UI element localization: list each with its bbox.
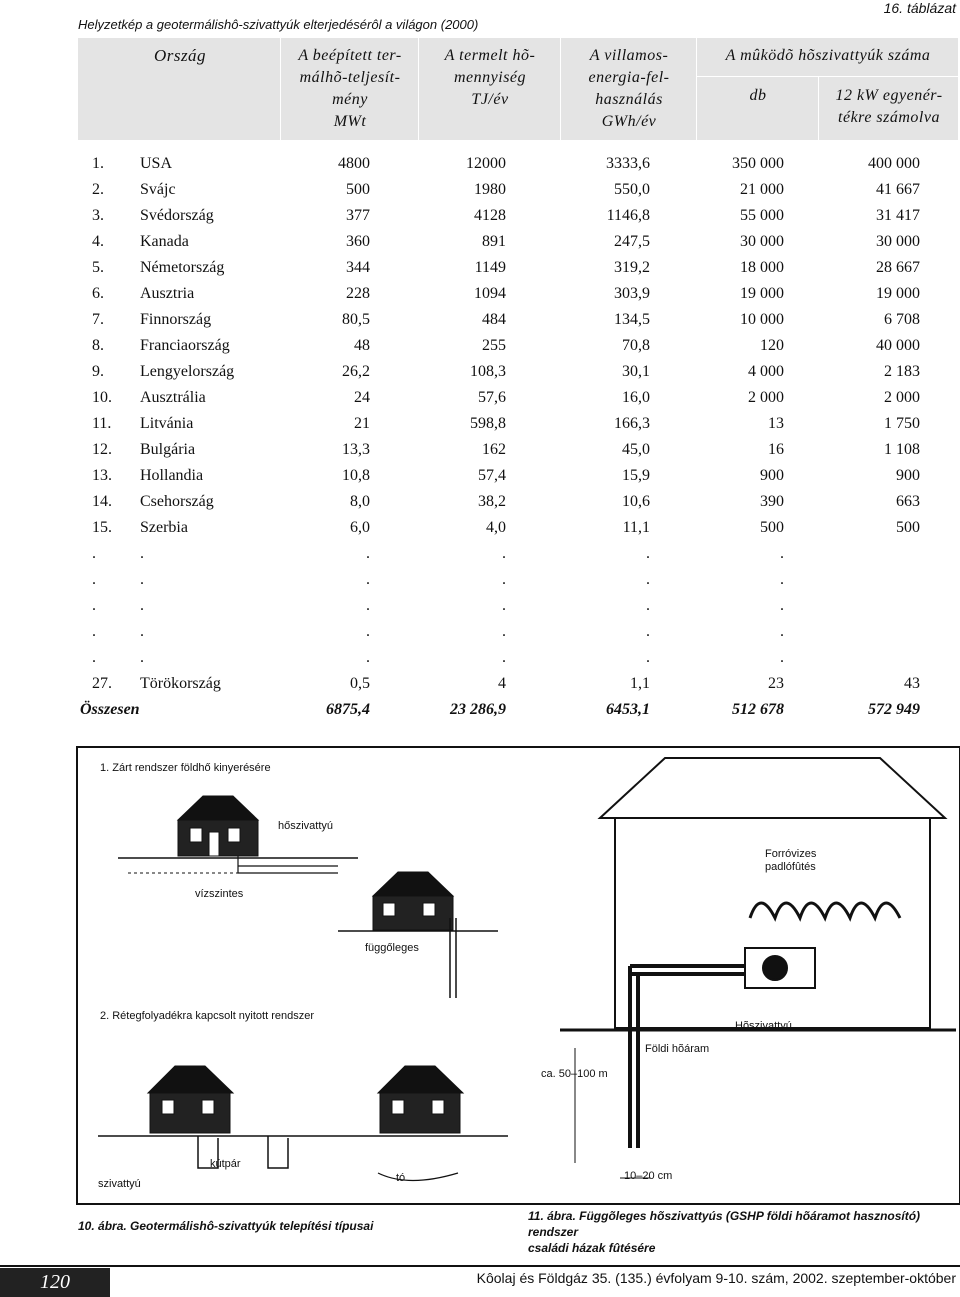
table-title: Helyzetkép a geotermálishô-szivattyúk elterjedésérôl a világon (2000) (78, 17, 479, 32)
figure-11-drawing (520, 748, 956, 1200)
table-row (0, 233, 960, 259)
table-cell-n: . (92, 649, 96, 666)
table-cell-n: 5. (92, 259, 104, 276)
table-cell-n: . (92, 571, 96, 588)
table-cell-tj: 38,2 (478, 493, 506, 510)
table-row (0, 181, 960, 207)
fig11-label-diameter: 10–20 cm (624, 1170, 673, 1182)
table-cell-tj: 1980 (474, 181, 506, 198)
table-cell-country: Litvánia (140, 415, 194, 432)
table-cell-gwh: 319,2 (614, 259, 650, 276)
table-cell-mw: 24 (354, 389, 370, 406)
table-cell-kw: 31 417 (876, 207, 920, 224)
table-cell-gwh: 10,6 (622, 493, 650, 510)
table-cell-tj: 1149 (474, 259, 506, 276)
table-cell-country: Hollandia (140, 467, 204, 484)
table-cell-tj: . (502, 571, 506, 588)
fig10-label-wellpair: kútpár (210, 1158, 241, 1170)
table-cell-kw: 43 (904, 675, 920, 692)
table-row (0, 675, 960, 701)
total-cell-db: 512 678 (732, 701, 784, 718)
table-cell-mw: . (366, 597, 370, 614)
table-cell-gwh: 16,0 (622, 389, 650, 406)
table-cell-country: Lengyelország (140, 363, 235, 380)
table-cell-tj: . (502, 623, 506, 640)
table-number: 16. táblázat (883, 0, 956, 16)
table-cell-kw: 1 750 (884, 415, 920, 432)
table-cell-mw: 26,2 (342, 363, 370, 380)
header-pumps: A mûködõ hõszivattyúk száma (725, 47, 931, 64)
table-cell-mw: 80,5 (342, 311, 370, 328)
table-cell-n: 1. (92, 155, 104, 172)
table-cell-db: 23 (768, 675, 784, 692)
table-cell-mw: 344 (346, 259, 370, 276)
table-cell-gwh: 247,5 (614, 233, 650, 250)
table-cell-country: . (140, 597, 144, 614)
fig11-label-heatpump: Hõszivattyú (735, 1020, 792, 1032)
table-cell-gwh: 11,1 (622, 519, 650, 536)
table-cell-kw: 40 000 (876, 337, 920, 354)
table-cell-tj: 598,8 (470, 415, 506, 432)
total-cell-gwh: 6453,1 (606, 701, 650, 718)
table-cell-kw: 28 667 (876, 259, 920, 276)
table-cell-tj: 4128 (474, 207, 506, 224)
table-cell-db: 900 (760, 467, 784, 484)
table-cell-n: 2. (92, 181, 104, 198)
table-cell-db: . (780, 571, 784, 588)
table-cell-country: Bulgária (140, 441, 196, 458)
table-cell-n: 8. (92, 337, 104, 354)
table-row (0, 415, 960, 441)
table-cell-mw: . (366, 623, 370, 640)
table-cell-gwh: . (646, 623, 650, 640)
table-cell-country: . (140, 649, 144, 666)
table-row (0, 545, 960, 571)
table-row (0, 155, 960, 181)
table-cell-gwh: 134,5 (614, 311, 650, 328)
figure-10-caption: 10. ábra. Geotermálishô-szivattyúk telepítési típusai (78, 1219, 374, 1233)
table-cell-n: 7. (92, 311, 104, 328)
table-row (0, 337, 960, 363)
table-cell-mw: . (366, 649, 370, 666)
table-cell-db: 18 000 (740, 259, 784, 276)
table-cell-country: Törökország (140, 675, 221, 692)
table-cell-db: 4 000 (748, 363, 784, 380)
table-row (0, 597, 960, 623)
table-cell-gwh: . (646, 545, 650, 562)
table-cell-kw: 500 (896, 519, 920, 536)
journal-info: Kôolaj és Földgáz 35. (135.) évfolyam 9-10. szám, 2002. szeptember-október (476, 1270, 956, 1286)
table-total-row (0, 701, 960, 727)
table-cell-tj: 4 (498, 675, 506, 692)
table-row (0, 389, 960, 415)
table-cell-country: . (140, 545, 144, 562)
table-cell-n: 9. (92, 363, 104, 380)
table-cell-mw: 48 (354, 337, 370, 354)
table-row (0, 467, 960, 493)
table-row (0, 207, 960, 233)
header-country: Ország (153, 46, 207, 65)
header-pumps-db: db (749, 87, 767, 104)
table-cell-country: Svédország (140, 207, 214, 224)
table-cell-gwh: 303,9 (614, 285, 650, 302)
table-cell-db: 13 (768, 415, 784, 432)
fig11-label-depth: ca. 50–100 m (541, 1068, 608, 1080)
footer-rule (0, 1265, 960, 1267)
table-cell-kw: 900 (896, 467, 920, 484)
table-cell-country: USA (140, 155, 173, 172)
table-cell-country: Ausztrália (140, 389, 206, 406)
table-cell-db: . (780, 649, 784, 666)
total-cell-label: Összesen (80, 701, 140, 718)
table-cell-db: 16 (768, 441, 784, 458)
table-cell-tj: 57,4 (478, 467, 506, 484)
figure-11-caption: 11. ábra. Függõleges hõszivattyús (GSHP földi hõáramot hasznosító) rendszer családi házak fûtésére (528, 1209, 921, 1255)
table-cell-gwh: . (646, 571, 650, 588)
table-cell-mw: 8,0 (350, 493, 370, 510)
table-cell-kw: 6 708 (884, 311, 920, 328)
table-row (0, 285, 960, 311)
fig10-label-pump2: szivattyú (98, 1178, 141, 1190)
table-cell-n: 12. (92, 441, 112, 458)
table-cell-db: 19 000 (740, 285, 784, 302)
table-cell-n: . (92, 623, 96, 640)
table-cell-tj: 57,6 (478, 389, 506, 406)
table-cell-gwh: 1,1 (630, 675, 650, 692)
fig10-label-horizontal: vízszintes (195, 888, 244, 900)
table-cell-country: Kanada (140, 233, 189, 250)
table-row (0, 259, 960, 285)
table-cell-db: . (780, 623, 784, 640)
table-cell-n: 13. (92, 467, 112, 484)
header-heat: A termelt hõ- mennyiség TJ/év (444, 47, 536, 108)
table-cell-tj: . (502, 597, 506, 614)
table-cell-kw: 30 000 (876, 233, 920, 250)
table-cell-n: 11. (92, 415, 112, 432)
table-cell-kw: 2 183 (884, 363, 920, 380)
fig10-heading2: 2. Rétegfolyadékra kapcsolt nyitott rendszer (100, 1010, 315, 1022)
figure-10-drawing (78, 748, 518, 1200)
table-cell-db: 10 000 (740, 311, 784, 328)
table-cell-db: 55 000 (740, 207, 784, 224)
table-cell-db: . (780, 545, 784, 562)
table-cell-n: . (92, 545, 96, 562)
table-cell-gwh: 45,0 (622, 441, 650, 458)
table-cell-mw: 0,5 (350, 675, 370, 692)
table-cell-gwh: 3333,6 (606, 155, 650, 172)
table-cell-gwh: 30,1 (622, 363, 650, 380)
table-cell-gwh: 70,8 (622, 337, 650, 354)
table-cell-db: 120 (760, 337, 784, 354)
table-cell-mw: 6,0 (350, 519, 370, 536)
table-cell-country: . (140, 623, 144, 640)
table-cell-country: Svájc (140, 181, 176, 198)
table-row (0, 311, 960, 337)
table-cell-n: 3. (92, 207, 104, 224)
table-cell-gwh: 550,0 (614, 181, 650, 198)
table-cell-kw: 19 000 (876, 285, 920, 302)
table-cell-n: 15. (92, 519, 112, 536)
table-cell-gwh: . (646, 649, 650, 666)
table-cell-gwh: . (646, 597, 650, 614)
table-cell-country: Finnország (140, 311, 212, 328)
table-cell-kw: 400 000 (868, 155, 920, 172)
table-cell-mw: 13,3 (342, 441, 370, 458)
table-cell-mw: 10,8 (342, 467, 370, 484)
fig10-label-pump: hőszivattyú (278, 820, 334, 832)
table-cell-db: 390 (760, 493, 784, 510)
table-cell-gwh: 166,3 (614, 415, 650, 432)
table-cell-country: Szerbia (140, 519, 188, 536)
fig10-label-lake: tó (396, 1172, 406, 1184)
table-cell-tj: 4,0 (486, 519, 506, 536)
table-cell-kw: 41 667 (876, 181, 920, 198)
table-row (0, 493, 960, 519)
table-cell-mw: . (366, 545, 370, 562)
table-cell-kw: 2 000 (884, 389, 920, 406)
table-cell-mw: 360 (346, 233, 370, 250)
fig11-label-earth: Földi hõáram (645, 1043, 710, 1055)
table-cell-mw: 377 (346, 207, 370, 224)
fig11-label-floor: Forróvizes padlófûtés (765, 848, 817, 873)
table-cell-country: Németország (140, 259, 225, 276)
table-cell-db: . (780, 597, 784, 614)
header-capacity: A beépített ter- málhõ-teljesít- mény MWt (298, 47, 402, 130)
table-cell-tj: . (502, 545, 506, 562)
table-cell-tj: 162 (482, 441, 506, 458)
table-row (0, 571, 960, 597)
table-cell-country: Franciaország (140, 337, 230, 354)
table-cell-country: . (140, 571, 144, 588)
table-cell-mw: 4800 (338, 155, 370, 172)
table-cell-country: Ausztria (140, 285, 195, 302)
table-cell-db: 21 000 (740, 181, 784, 198)
table-cell-db: 30 000 (740, 233, 784, 250)
fig10-label-vertical: függőleges (365, 942, 419, 954)
table-cell-country: Csehország (140, 493, 214, 510)
table-row (0, 441, 960, 467)
table-cell-n: 10. (92, 389, 112, 406)
table-cell-tj: 484 (482, 311, 506, 328)
table-cell-tj: 255 (482, 337, 506, 354)
total-cell-tj: 23 286,9 (450, 701, 506, 718)
table-cell-kw: 1 108 (884, 441, 920, 458)
table-cell-n: . (92, 597, 96, 614)
table-cell-n: 27. (92, 675, 112, 692)
table-row (0, 363, 960, 389)
table-cell-db: 350 000 (732, 155, 784, 172)
total-cell-kw: 572 949 (868, 701, 920, 718)
table-cell-n: 14. (92, 493, 112, 510)
table-cell-tj: 108,3 (470, 363, 506, 380)
table-cell-db: 2 000 (748, 389, 784, 406)
table-cell-kw: 663 (896, 493, 920, 510)
table-cell-n: 6. (92, 285, 104, 302)
fig10-heading1: 1. Zárt rendszer földhő kinyerésére (100, 762, 271, 774)
table-cell-tj: 12000 (466, 155, 506, 172)
table-cell-tj: 1094 (474, 285, 506, 302)
table-cell-tj: 891 (482, 233, 506, 250)
table-cell-gwh: 1146,8 (606, 207, 650, 224)
header-electricity: A villamos- energia-fel- használás GWh/év (588, 47, 670, 130)
total-cell-mw: 6875,4 (326, 701, 370, 718)
table-cell-n: 4. (92, 233, 104, 250)
table-cell-mw: 21 (354, 415, 370, 432)
table-cell-mw: 228 (346, 285, 370, 302)
table-cell-mw: 500 (346, 181, 370, 198)
table-row (0, 519, 960, 545)
table-cell-mw: . (366, 571, 370, 588)
header-pumps-12kw: 12 kW egyenér- tékre számolva (835, 87, 943, 126)
page-number: 120 (0, 1268, 110, 1297)
table-cell-tj: . (502, 649, 506, 666)
table-row (0, 649, 960, 675)
table-cell-gwh: 15,9 (622, 467, 650, 484)
table-cell-db: 500 (760, 519, 784, 536)
table-row (0, 623, 960, 649)
